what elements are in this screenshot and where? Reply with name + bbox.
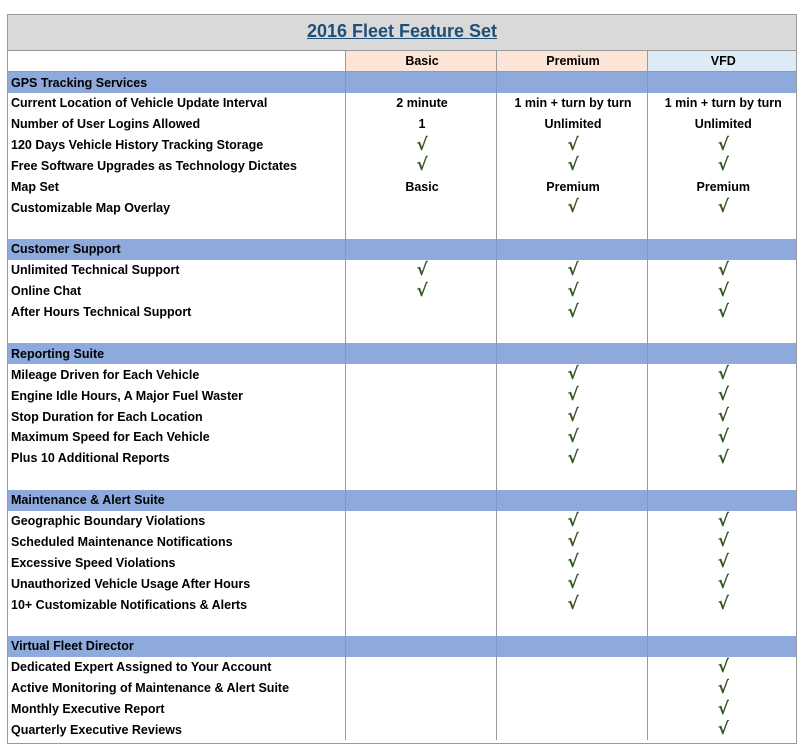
spacer-cell [8,615,345,636]
vfd-cell [647,552,796,573]
checkmark-icon: √ [567,594,579,615]
vfd-cell [647,302,796,323]
basic-value [345,448,496,469]
feature-row [8,657,796,678]
section-title: Customer Support [8,239,345,260]
vfd-cell [647,197,796,218]
vfd-cell [647,531,796,552]
checkmark-icon: √ [567,427,579,447]
spacer-row [8,469,796,490]
checkmark-icon: √ [567,552,579,573]
section-title: Reporting Suite [8,343,345,364]
basic-value [345,594,496,615]
premium-cell [496,155,647,176]
basic-value [345,427,496,448]
feature-row [8,594,796,615]
column-header-vfd: VFD [647,51,796,72]
feature-label: Active Monitoring of Maintenance & Alert Suite [11,681,290,696]
section-filler-cell [345,72,496,93]
feature-label: 10+ Customizable Notifications & Alerts [11,597,248,612]
premium-cell [496,135,647,156]
basic-value [345,657,496,678]
premium-value [496,699,647,720]
checkmark-icon: √ [567,385,579,406]
checkmark-icon: √ [717,719,729,740]
section-filler-cell [647,239,796,260]
feature-row [8,427,796,448]
checkmark-icon: √ [717,531,729,552]
feature-label: Dedicated Expert Assigned to Your Account [11,660,272,675]
section-header-row [8,72,796,93]
checkmark-icon: √ [567,364,579,385]
checkmark-icon: √ [717,155,729,176]
feature-table [8,51,796,740]
vfd-value: Premium [647,176,796,197]
checkmark-icon: √ [717,280,729,301]
feature-label: Quarterly Executive Reviews [11,722,182,737]
section-title: Maintenance & Alert Suite [8,490,345,511]
checkmark-icon: √ [567,259,579,280]
feature-row [8,302,796,323]
vfd-cell [647,260,796,281]
feature-row [8,114,796,135]
checkmark-icon: √ [717,197,729,218]
section-header-row [8,343,796,364]
section-title: GPS Tracking Services [8,72,345,93]
column-header-premium: Premium [496,51,647,72]
basic-cell [345,135,496,156]
basic-value [345,678,496,699]
feature-row [8,552,796,573]
premium-value: Unlimited [496,114,647,135]
section-filler-cell [647,490,796,511]
basic-value [345,406,496,427]
feature-label: Customizable Map Overlay [11,200,171,215]
premium-cell [496,552,647,573]
vfd-cell [647,155,796,176]
checkmark-icon: √ [717,573,729,594]
vfd-cell [647,657,796,678]
spacer-cell [345,469,496,490]
feature-label: Unlimited Technical Support [11,263,180,278]
premium-cell [496,385,647,406]
premium-value: Premium [496,176,647,197]
basic-cell [345,260,496,281]
section-title: Virtual Fleet Director [8,636,345,657]
column-header-basic: Basic [345,51,496,72]
vfd-cell [647,406,796,427]
premium-value [496,657,647,678]
section-filler-cell [647,72,796,93]
basic-cell [345,281,496,302]
feature-row [8,260,796,281]
checkmark-icon: √ [717,301,729,322]
basic-value [345,552,496,573]
feature-row [8,364,796,385]
premium-cell [496,364,647,385]
section-filler-cell [496,72,647,93]
basic-value [345,699,496,720]
spacer-cell [496,615,647,636]
checkmark-icon: √ [567,531,579,552]
feature-label: Stop Duration for Each Location [11,409,203,424]
feature-label: Current Location of Vehicle Update Interval [11,96,268,111]
checkmark-icon: √ [717,447,729,468]
checkmark-icon: √ [717,385,729,406]
checkmark-icon: √ [567,573,579,594]
checkmark-icon: √ [567,447,579,468]
basic-value [345,385,496,406]
feature-row [8,573,796,594]
premium-cell [496,281,647,302]
checkmark-icon: √ [717,656,729,677]
vfd-cell [647,511,796,532]
spacer-row [8,615,796,636]
vfd-cell [647,135,796,156]
vfd-cell [647,427,796,448]
spacer-cell [345,615,496,636]
checkmark-icon: √ [567,510,579,531]
section-header-row [8,239,796,260]
section-header-row [8,636,796,657]
premium-cell [496,511,647,532]
feature-row [8,720,796,741]
spacer-cell [496,218,647,239]
checkmark-icon: √ [717,259,729,280]
feature-row [8,155,796,176]
feature-row [8,176,796,197]
checkmark-icon: √ [717,594,729,615]
checkmark-icon: √ [567,197,579,218]
feature-label: Online Chat [11,284,82,299]
feature-row [8,678,796,699]
column-header-row [8,51,796,72]
section-filler-cell [496,636,647,657]
feature-row [8,197,796,218]
vfd-cell [647,678,796,699]
spacer-cell [345,218,496,239]
feature-label: Number of User Logins Allowed [11,117,201,132]
feature-row [8,281,796,302]
basic-value [345,720,496,741]
premium-cell [496,448,647,469]
feature-label: Engine Idle Hours, A Major Fuel Waster [11,388,243,403]
spacer-cell [345,323,496,344]
section-filler-cell [345,239,496,260]
section-header-row [8,490,796,511]
section-filler-cell [345,490,496,511]
checkmark-icon: √ [717,134,729,155]
premium-cell [496,302,647,323]
section-filler-cell [496,239,647,260]
feature-row [8,93,796,114]
vfd-value: Unlimited [647,114,796,135]
feature-row [8,385,796,406]
premium-cell [496,594,647,615]
checkmark-icon: √ [416,155,428,176]
vfd-cell [647,364,796,385]
basic-value [345,573,496,594]
feature-row [8,511,796,532]
vfd-cell [647,699,796,720]
basic-cell [345,155,496,176]
spacer-cell [647,469,796,490]
premium-cell [496,260,647,281]
basic-value: 1 [345,114,496,135]
vfd-cell [647,594,796,615]
premium-cell [496,573,647,594]
feature-label: Maximum Speed for Each Vehicle [11,430,210,445]
premium-value [496,678,647,699]
basic-value [345,511,496,532]
checkmark-icon: √ [567,134,579,155]
feature-label: Monthly Executive Report [11,702,165,717]
vfd-cell [647,720,796,741]
checkmark-icon: √ [567,301,579,322]
feature-row [8,406,796,427]
feature-label: 120 Days Vehicle History Tracking Storage [11,138,264,152]
checkmark-icon: √ [567,155,579,176]
checkmark-icon: √ [717,406,729,427]
feature-label: Plus 10 Additional Reports [11,451,170,466]
vfd-cell [647,573,796,594]
section-filler-cell [496,490,647,511]
basic-value [345,531,496,552]
feature-label: Map Set [11,179,59,194]
feature-row [8,448,796,469]
checkmark-icon: √ [416,134,428,155]
premium-value: 1 min + turn by turn [496,93,647,114]
bottom-border [8,743,796,744]
premium-cell [496,406,647,427]
feature-label: Unauthorized Vehicle Usage After Hours [11,576,251,591]
premium-cell [496,531,647,552]
vfd-cell [647,448,796,469]
feature-label: Mileage Driven for Each Vehicle [11,367,200,382]
checkmark-icon: √ [717,427,729,447]
section-filler-cell [647,343,796,364]
premium-cell [496,197,647,218]
spacer-row [8,218,796,239]
spacer-row [8,323,796,344]
checkmark-icon: √ [717,698,729,719]
checkmark-icon: √ [567,406,579,427]
basic-value: 2 minute [345,93,496,114]
vfd-cell [647,385,796,406]
basic-value: Basic [345,176,496,197]
vfd-cell [647,281,796,302]
checkmark-icon: √ [416,280,428,301]
spacer-cell [647,615,796,636]
section-filler-cell [345,636,496,657]
vfd-value: 1 min + turn by turn [647,93,796,114]
spacer-cell [8,323,345,344]
spacer-cell [496,323,647,344]
page-title: 2016 Fleet Feature Set [306,21,498,41]
feature-label: Scheduled Maintenance Notifications [11,534,233,549]
spacer-cell [496,469,647,490]
feature-row [8,531,796,552]
basic-value [345,197,496,218]
section-filler-cell [647,636,796,657]
section-filler-cell [496,343,647,364]
feature-sheet [7,14,797,744]
checkmark-icon: √ [567,280,579,301]
feature-label: After Hours Technical Support [11,305,192,320]
checkmark-icon: √ [717,364,729,385]
feature-row [8,135,796,156]
checkmark-icon: √ [717,510,729,531]
title-row [8,14,796,51]
checkmark-icon: √ [717,677,729,698]
basic-value [345,364,496,385]
header-feature-cell [8,51,345,72]
feature-row [8,699,796,720]
feature-label: Free Software Upgrades as Technology Dictates [11,158,297,173]
spacer-cell [8,469,345,490]
premium-cell [496,427,647,448]
checkmark-icon: √ [416,259,428,280]
feature-label: Excessive Speed Violations [11,555,176,570]
spacer-cell [647,323,796,344]
feature-label: Geographic Boundary Violations [11,514,206,529]
spacer-cell [8,218,345,239]
section-filler-cell [345,343,496,364]
premium-value [496,720,647,741]
basic-value [345,302,496,323]
checkmark-icon: √ [717,552,729,573]
spacer-cell [647,218,796,239]
